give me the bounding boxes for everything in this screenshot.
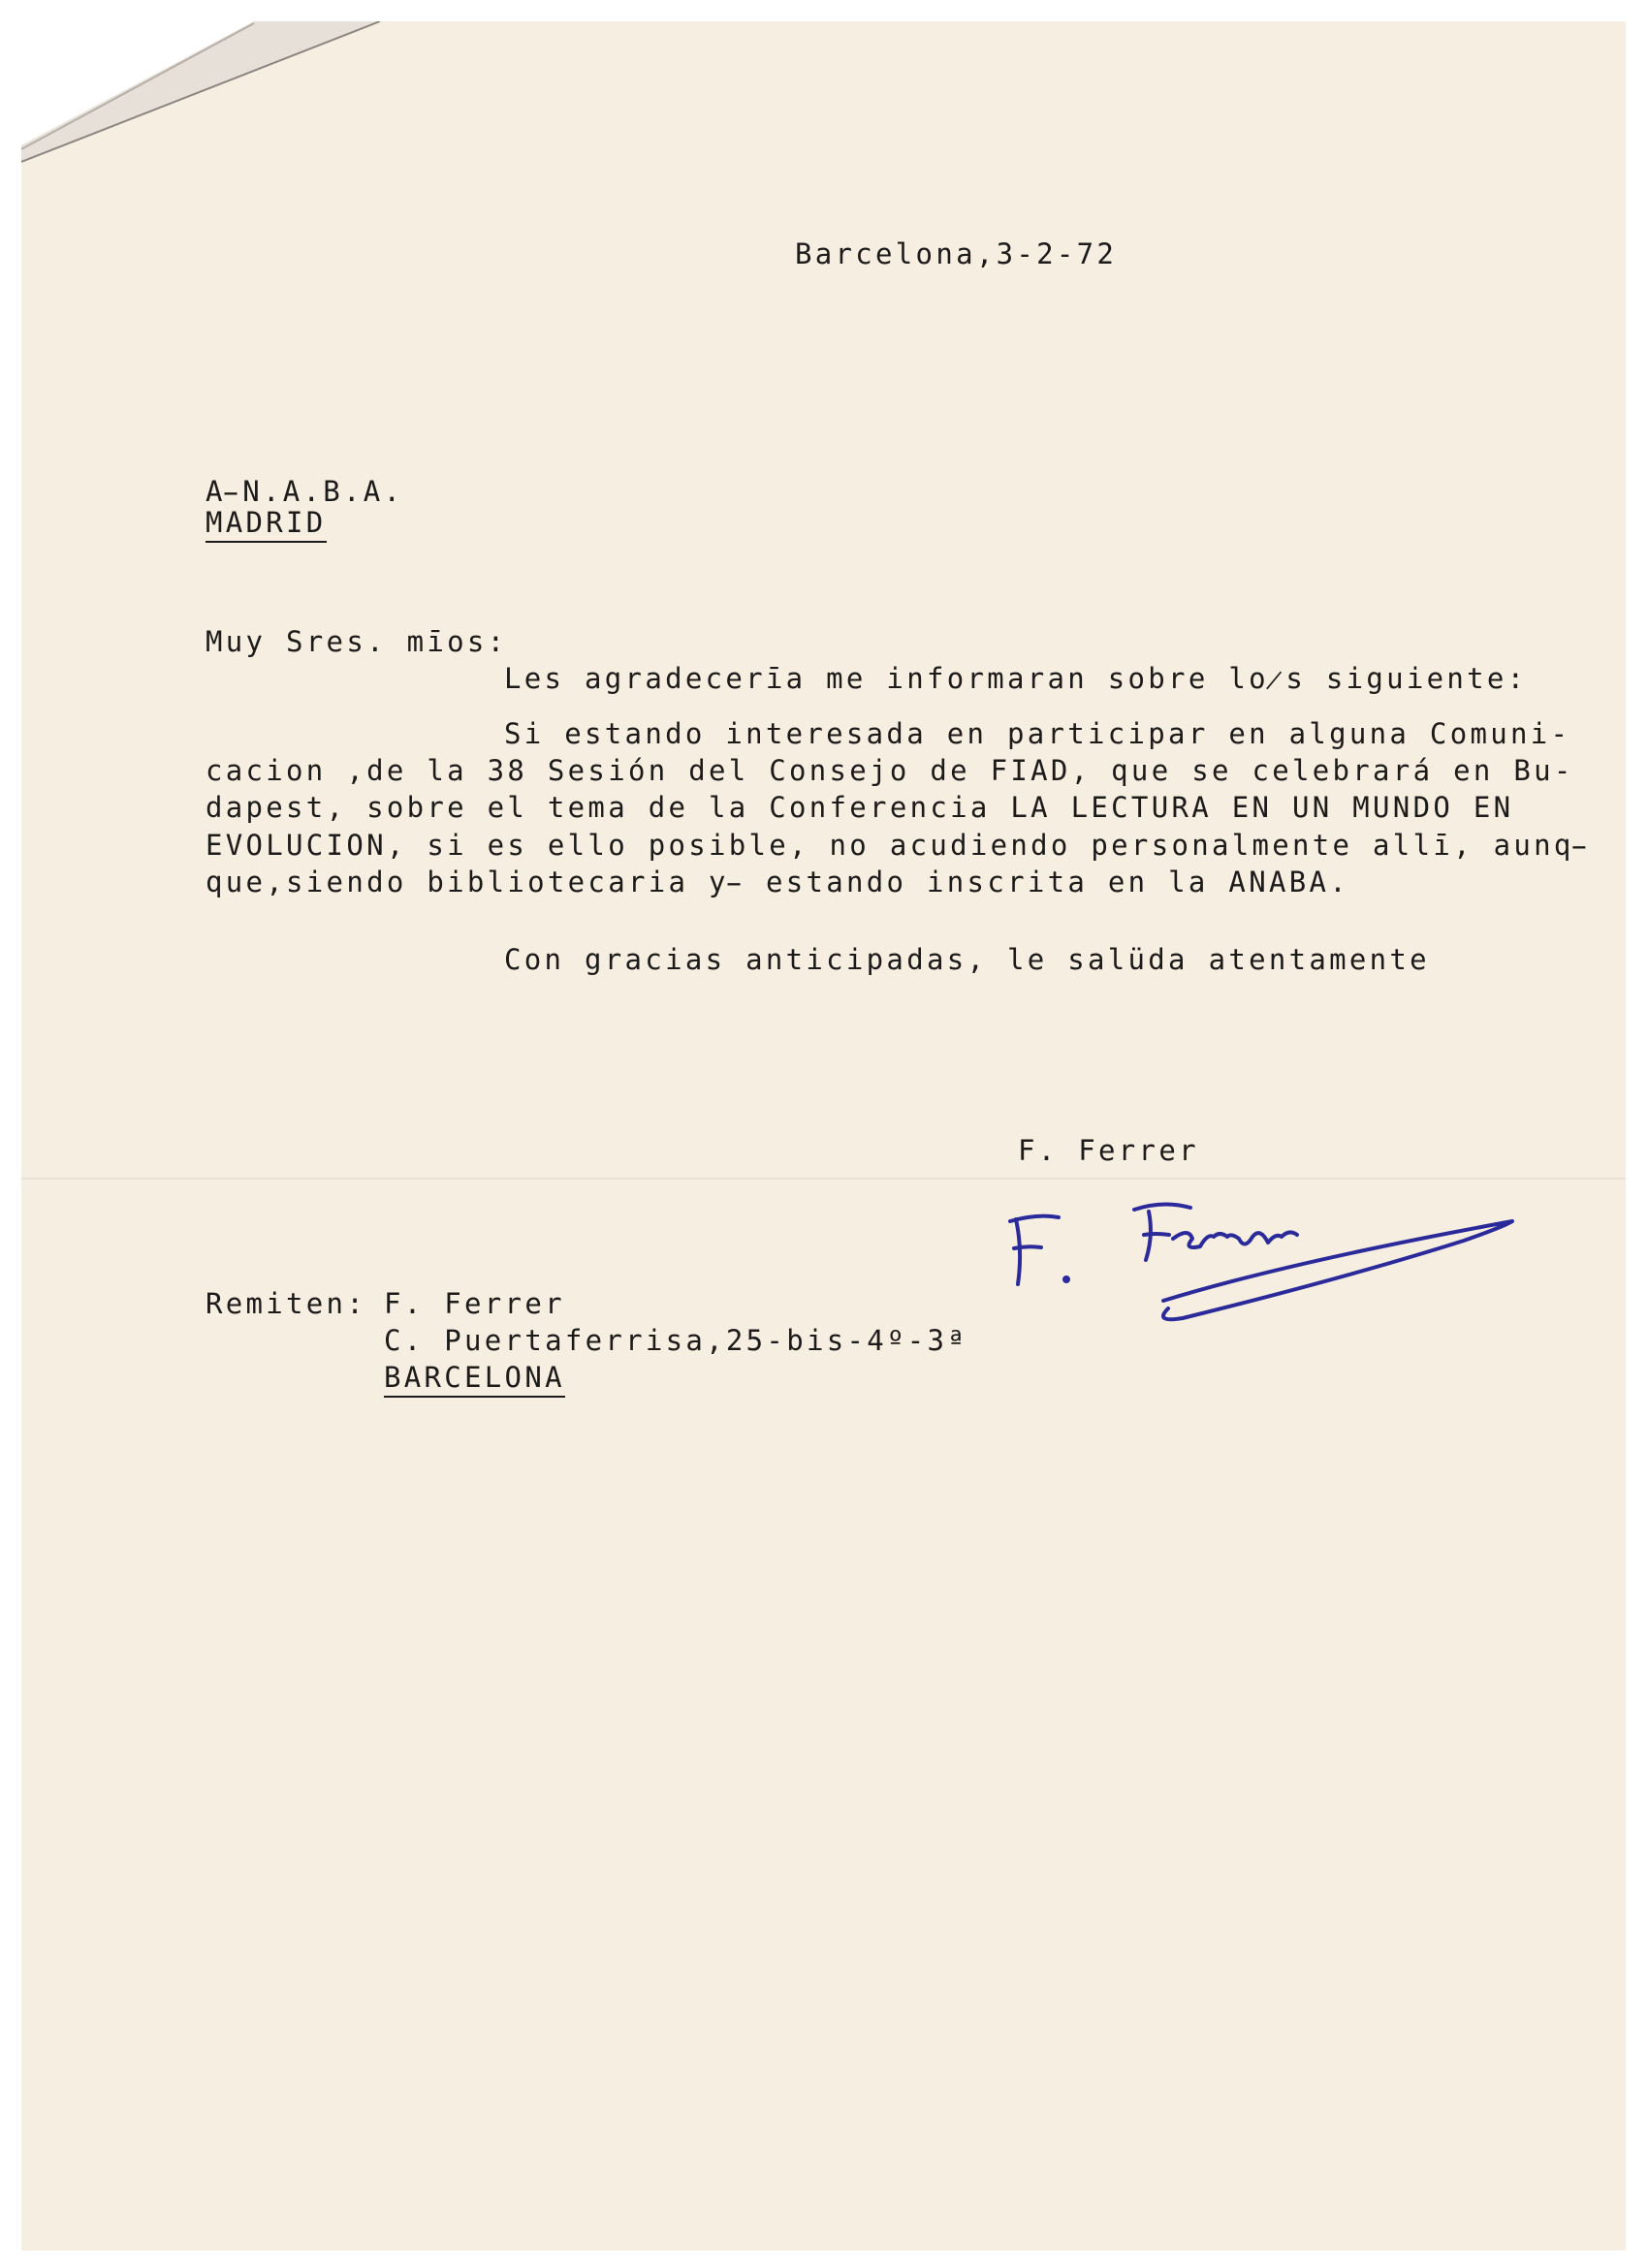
closing-line: Con gracias anticipadas, le salüda atentamente xyxy=(504,943,1430,976)
fold-crease xyxy=(21,1178,1626,1180)
sender-city-text: BARCELONA xyxy=(384,1361,565,1398)
salutation: Muy Sres. mīos: xyxy=(206,625,508,658)
handwritten-signature xyxy=(998,1192,1541,1338)
typed-signature: F. Ferrer xyxy=(1018,1134,1199,1167)
body-line-3: dapest, sobre el tema de la Conferencia LA LECTURA EN UN MUNDO EN xyxy=(206,791,1514,824)
letter-paper xyxy=(21,21,1626,2251)
recipient-city xyxy=(206,506,327,539)
intro-line: Les agradecerīa me informaran sobre lo̷s siguiente: xyxy=(504,662,1528,695)
sender-name: F. Ferrer xyxy=(384,1287,565,1320)
recipient-name: A̵N.A.B.A. xyxy=(206,475,404,508)
body-line-5: que,siendo bibliotecaria y̵ estando inscrita en la ANABA. xyxy=(206,866,1349,898)
folded-corner-edge xyxy=(21,21,409,176)
recipient-city-text: MADRID xyxy=(206,506,327,543)
body-line-2: cacion ,de la 38 Sesión del Consejo de FIAD, que se celebrará en Bu- xyxy=(206,754,1574,787)
body-line-4: EVOLUCION, si es ello posible, no acudiendo personalmente allī, aunq̵ xyxy=(206,829,1592,862)
sender-label: Remiten: xyxy=(206,1287,367,1320)
body-line-1: Si estando interesada en participar en alguna Comuni- xyxy=(504,717,1571,750)
sender-street: C. Puertaferrisa,25-bis-4º-3ª xyxy=(384,1324,968,1357)
date-line: Barcelona,3-2-72 xyxy=(795,237,1118,270)
sender-city xyxy=(384,1361,565,1394)
